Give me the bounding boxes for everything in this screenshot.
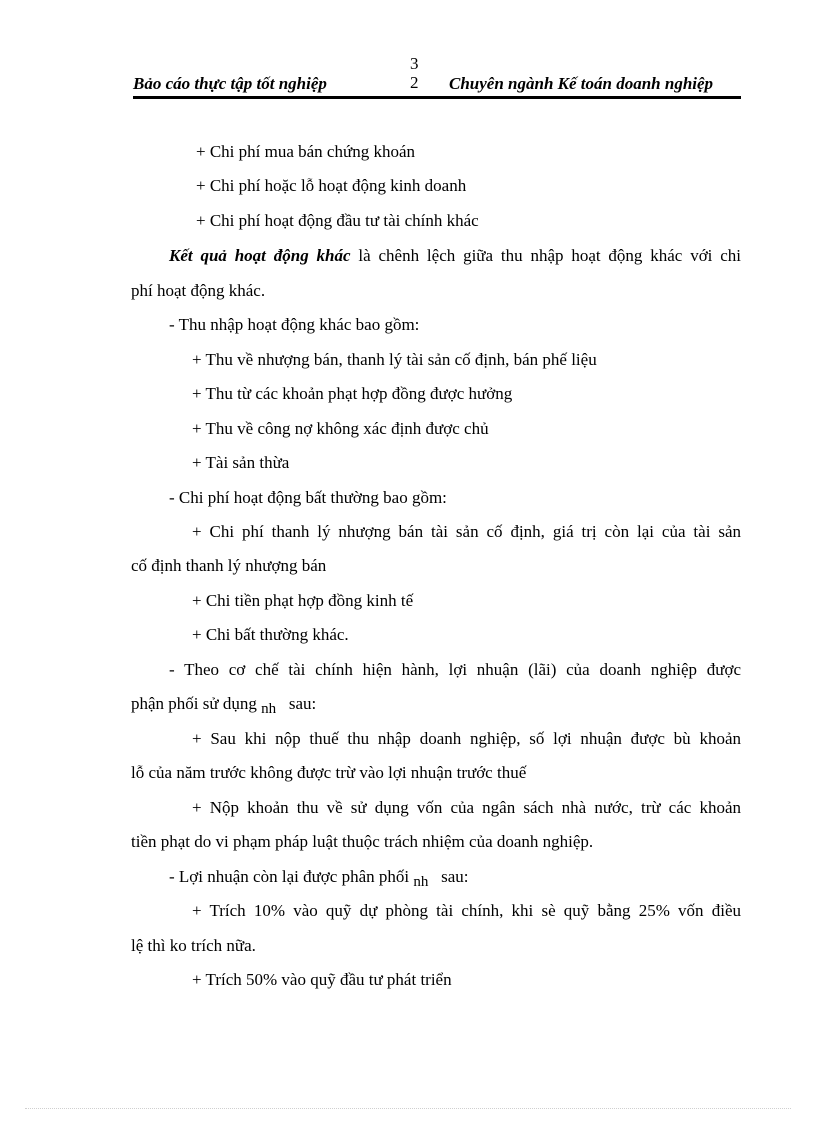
page-number-top: 3	[410, 54, 419, 73]
header-rule	[133, 96, 741, 99]
text-span-subscript: nh	[413, 874, 429, 890]
footer-rule	[25, 1108, 791, 1109]
text-line: + Chi bất thường khác.	[192, 625, 349, 644]
text-span: phận phối sử dụng	[131, 694, 257, 713]
text-line: + Chi phí mua bán chứng khoán	[196, 142, 415, 161]
text-line: - Theo cơ chế tài chính hiện hành, lợi nhuận (lãi) của doanh nghiệp được	[169, 660, 741, 679]
text-line: phí hoạt động khác.	[131, 281, 266, 300]
text-line	[169, 867, 469, 890]
text-line: + Nộp khoản thu về sử dụng vốn của ngân sách nhà nước, trừ các khoản	[192, 798, 741, 817]
text-line: + Thu về công nợ không xác định được chủ	[192, 419, 489, 438]
text-line: - Chi phí hoạt động bất thường bao gồm:	[169, 488, 447, 507]
header-department: Chuyên ngành Kế toán doanh nghiệp	[449, 74, 714, 93]
text-line: + Chi phí thanh lý nhượng bán tài sản cố định, giá trị còn lại của tài sản	[192, 522, 741, 541]
paragraph-first-line	[169, 246, 741, 266]
text-line: + Thu từ các khoản phạt hợp đồng được hưởng	[192, 384, 513, 403]
text-line: + Chi phí hoặc lỗ hoạt động kinh doanh	[196, 176, 467, 195]
text-span: - Lợi nhuận còn lại được phân phối	[169, 867, 410, 886]
text-line: tiền phạt do vi phạm pháp luật thuộc trách nhiệm của doanh nghiệp.	[131, 832, 594, 851]
text-span: sau:	[441, 867, 469, 886]
text-span: sau:	[288, 694, 317, 713]
text-line: + Trích 10% vào quỹ dự phòng tài chính, khi sè quỹ bằng 25% vốn điều	[192, 901, 741, 920]
bold-term: Kết quả hoạt động khác	[169, 246, 351, 265]
text-line: + Tài sản thừa	[192, 453, 290, 472]
text-span: là chênh lệch giữa thu nhập hoạt động khác với chi	[358, 246, 742, 265]
text-line: + Sau khi nộp thuế thu nhập doanh nghiệp, số lợi nhuận được bù khoản	[192, 729, 741, 748]
text-line: cố định thanh lý nhượng bán	[131, 556, 327, 575]
text-line: lệ thì ko trích nữa.	[131, 936, 256, 955]
text-span-subscript: nh	[261, 701, 277, 717]
page-number-bottom: 2	[410, 73, 419, 92]
text-line: lỗ của năm trước không được trừ vào lợi nhuận trước thuế	[131, 763, 527, 782]
text-line: - Thu nhập hoạt động khác bao gồm:	[169, 315, 420, 334]
header-report-title: Bảo cáo thực tập tốt nghiệp	[133, 74, 327, 93]
text-line	[131, 694, 317, 717]
text-line: + Thu về nhượng bán, thanh lý tài sản cố định, bán phế liệu	[192, 350, 597, 369]
text-line: + Trích 50% vào quỹ đầu tư phát triển	[192, 970, 452, 989]
text-line: + Chi phí hoạt động đầu tư tài chính khác	[196, 211, 479, 230]
page-number	[410, 54, 419, 92]
text-line: + Chi tiền phạt hợp đồng kinh tế	[192, 591, 414, 610]
